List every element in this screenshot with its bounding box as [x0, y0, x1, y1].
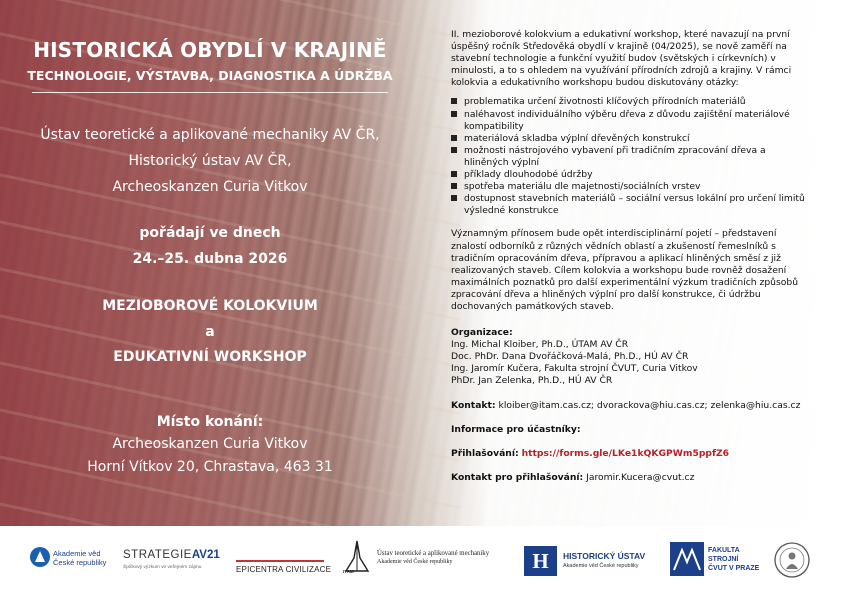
- registration-contact-line: [451, 472, 813, 484]
- title-divider: [32, 92, 388, 93]
- organizer-person: Ing. Jaromír Kučera, Fakulta strojní ČVUT, Curia Vitkov: [451, 363, 698, 375]
- event-name-line2: a: [205, 324, 215, 340]
- contact-emails[interactable]: kloiber@itam.cas.cz; dvorackova@hiu.cas.cz; zelenka@hiu.cas.cz: [498, 399, 801, 411]
- organizer-utam: Ústav teoretické a aplikované mechaniky AV ČR,: [40, 127, 380, 143]
- epicentra-text: EPICENTRA CIVILIZACE: [236, 565, 332, 574]
- hu-mark: H: [524, 546, 557, 576]
- registration-line: [451, 448, 813, 460]
- cvut-line1: FAKULTA: [708, 547, 740, 554]
- topic-item: dostupnost stavebních materiálů – sociální versus lokální pro určení limitů výsledné konstrukce: [451, 193, 813, 217]
- topic-item: příklady dlouhodobé údržby: [451, 169, 813, 181]
- logo-bar: [0, 526, 841, 595]
- epicentra-logo: [236, 560, 331, 574]
- itam-line2: Akademie věd České republiky: [377, 559, 453, 565]
- event-subtitle: [0, 68, 420, 93]
- organization-block: [451, 327, 813, 387]
- organizer-person: Doc. PhDr. Dana Dvořáčková-Malá, Ph.D., HÚ AV ČR: [451, 351, 689, 363]
- venue-address: Horní Vítkov 20, Chrastava, 463 31: [87, 459, 333, 475]
- contribution-paragraph: Významným přínosem bude opět interdisciplinární pojetí – představení znalostí odborníků z různých vědních oblastí a zkušeností řemeslníků s tradičním opracováním dřeva, přípravou a aplikací hliněných směsí z již realizovaných staveb. Cílem kolokvia a workshopu bude rovněž dosažení maximálních poznatků pro další experimentální výzkum tradičních způsobů zpracování dřeva a hliněných výplní pro další konstrukce, či údržbu dochovaných památkových staveb.: [451, 228, 799, 312]
- topic-item: spotřeba materiálu dle majetnosti/sociálních vrstev: [451, 181, 813, 193]
- organizer-hu: Historický ústav AV ČR,: [128, 153, 292, 169]
- contact-label: Kontakt:: [451, 399, 496, 411]
- registration-link[interactable]: https://forms.gle/LKe1kQKGPWm5ppfZ6: [521, 447, 730, 459]
- avcr-line1: Akademie věd: [53, 549, 101, 558]
- event-subtitle-text: TECHNOLOGIE, VÝSTAVBA, DIAGNOSTIKA A ÚDRŽBA: [27, 68, 393, 83]
- avcr-line2: České republiky: [53, 558, 107, 567]
- topic-item: naléhavost individuálního výběru dřeva z důvodu zajištění materiálové kompatibility: [451, 109, 813, 133]
- hu-line2: Akademie věd České republiky: [563, 563, 639, 569]
- right-column: [451, 29, 813, 484]
- registration-contact-email[interactable]: Jaromir.Kucera@cvut.cz: [586, 471, 695, 483]
- event-name-line3: EDUKATIVNÍ WORKSHOP: [113, 349, 307, 365]
- organizer-person: PhDr. Jan Zelenka, Ph.D., HÚ AV ČR: [451, 375, 613, 387]
- topic-item: materiálová skladba výplní dřevěných konstrukcí: [451, 133, 813, 145]
- registration-contact-label: Kontakt pro přihlašování:: [451, 471, 584, 483]
- cvut-line2: STROJNÍ: [708, 556, 739, 563]
- cvut-line3: ČVUT V PRAZE: [708, 565, 760, 572]
- organizer-curia: Archeoskanzen Curia Vitkov: [112, 179, 308, 195]
- venue-name: Archeoskanzen Curia Vitkov: [112, 436, 308, 452]
- dates-label: pořádají ve dnech: [139, 225, 281, 241]
- event-title: HISTORICKÁ OBYDLÍ V KRAJINĚ: [33, 38, 387, 62]
- itam-mark: ITAM: [343, 569, 354, 574]
- hu-line1: HISTORICKÝ ÚSTAV: [563, 551, 646, 561]
- contact-line: [451, 400, 813, 412]
- strategie-logo: [123, 545, 220, 570]
- strategie-name: STRATEGIE: [123, 549, 192, 561]
- organizer-person: Ing. Michal Kloiber, Ph.D., ÚTAM AV ČR: [451, 339, 629, 351]
- seal-logo-icon: [774, 542, 810, 578]
- strategie-tagline: Špičkový výzkum ve veřejném zájmu: [123, 565, 202, 570]
- organization-label: Organizace:: [451, 327, 513, 339]
- participants-info-label: Informace pro účastníky:: [451, 423, 581, 435]
- venue-label: Místo konání:: [156, 414, 264, 430]
- epicentra-bar: [236, 560, 324, 562]
- dates-value: 24.–25. dubna 2026: [132, 251, 288, 267]
- topics-list: [451, 96, 813, 217]
- topic-item: problematika určení životnosti klíčových přírodních materiálů: [451, 96, 813, 108]
- topic-item: možnosti nástrojového vybavení při tradičním zpracování dřeva a hliněných výplní: [451, 145, 813, 169]
- intro-paragraph: II. mezioborové kolokvium a edukativní workshop, které navazují na první úspěšný ročník Středověká obydlí v krajině (04/2025), se nově zaměří na stavební technologie a funkční využití budov (světských i církevních) v minulosti, a to s ohledem na využívání přírodních zdrojů a krajiny. V rámci kolokvia a edukativního workshopu budou diskutovány otázky:: [451, 29, 792, 89]
- cvut-emblem-icon: [670, 542, 704, 576]
- strategie-suffix: AV21: [191, 549, 220, 561]
- event-name-line1: MEZIOBOROVÉ KOLOKVIUM: [102, 298, 318, 314]
- itam-line1: Ústav teoretické a aplikované mechaniky: [377, 550, 490, 557]
- avcr-emblem-icon: [30, 547, 50, 567]
- registration-label: Přihlašování:: [451, 447, 519, 459]
